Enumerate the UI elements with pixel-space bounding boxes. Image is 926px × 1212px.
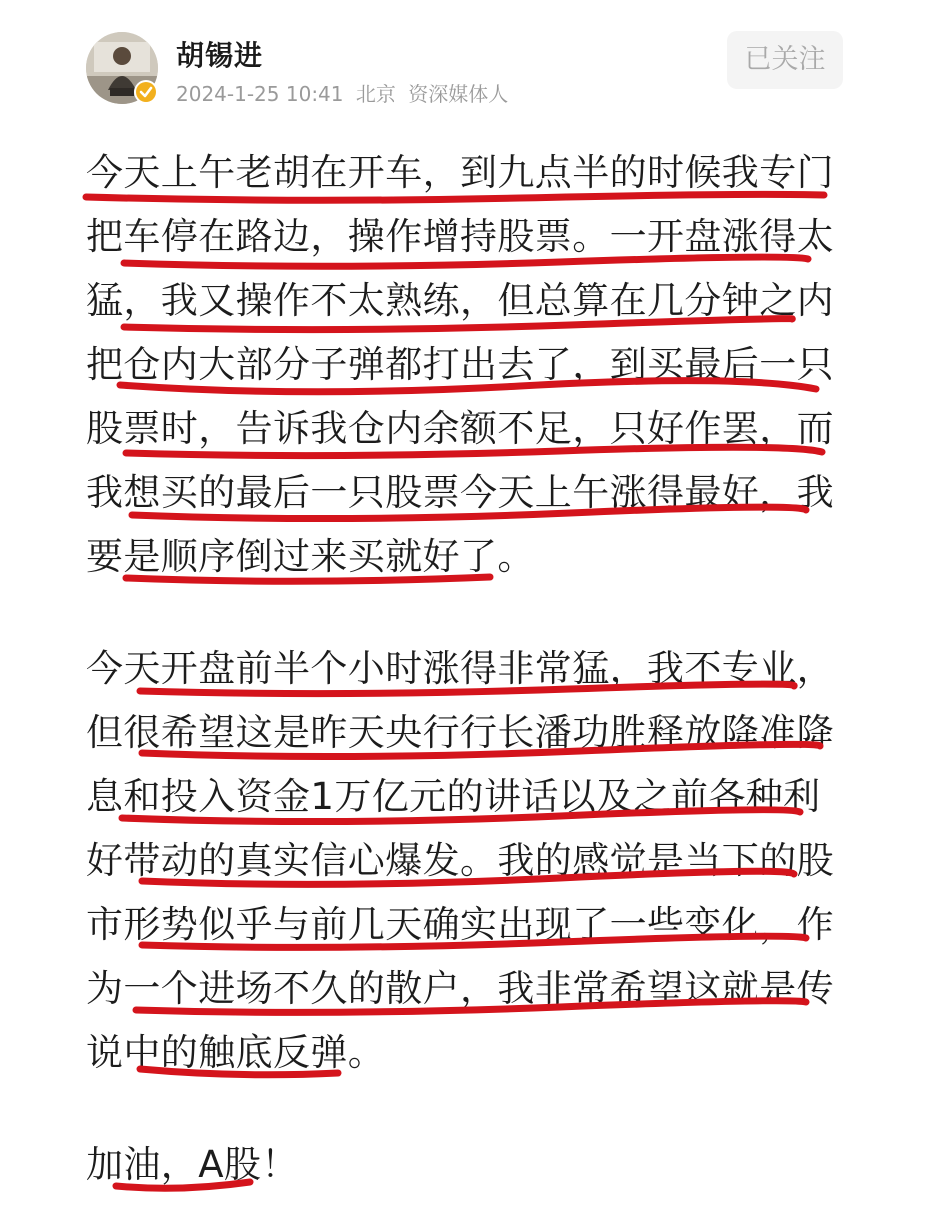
verified-badge-icon (133, 79, 159, 105)
paragraph-1-line: 我想买的最后一只股票今天上午涨得最好，我 (86, 471, 834, 514)
paragraph-2-line: 但很希望这是昨天央行行长潘功胜释放降准降 (86, 711, 834, 754)
paragraph-1-line: 要是顺序倒过来买就好了。 (86, 535, 535, 578)
author-name[interactable]: 胡锡进 (176, 39, 264, 72)
paragraph-1-line: 股票时，告诉我仓内余额不足，只好作罢，而 (86, 407, 834, 450)
paragraph-2-line: 息和投入资金1万亿元的讲话以及之前各种利 (86, 775, 821, 818)
paragraph-2-line: 说中的触底反弹。 (86, 1031, 386, 1074)
post-header (0, 0, 926, 120)
paragraph-1-line: 把车停在路边，操作增持股票。一开盘涨得太 (86, 215, 834, 258)
paragraph-3-line: 加油，A股！ (86, 1143, 299, 1186)
post-meta (176, 78, 514, 107)
followed-button[interactable]: 已关注 (727, 31, 843, 89)
paragraph-2-line: 今天开盘前半个小时涨得非常猛，我不专业， (86, 647, 834, 690)
paragraph-2-line: 为一个进场不久的散户，我非常希望这就是传 (86, 967, 834, 1010)
paragraph-1-line: 今天上午老胡在开车，到九点半的时候我专门 (86, 151, 834, 194)
post-location: 北京 (355, 82, 396, 106)
paragraph-1-line: 猛，我又操作不太熟练，但总算在几分钟之内 (86, 279, 834, 322)
paragraph-2-line: 好带动的真实信心爆发。我的感觉是当下的股 (86, 839, 834, 882)
post-date: 2024-1-25 10:41 (176, 82, 344, 106)
paragraph-1-line: 把仓内大部分子弹都打出去了，到买最后一只 (86, 343, 834, 386)
paragraph-2-line: 市形势似乎与前几天确实出现了一些变化，作 (86, 903, 834, 946)
author-title: 资深媒体人 (408, 82, 509, 106)
